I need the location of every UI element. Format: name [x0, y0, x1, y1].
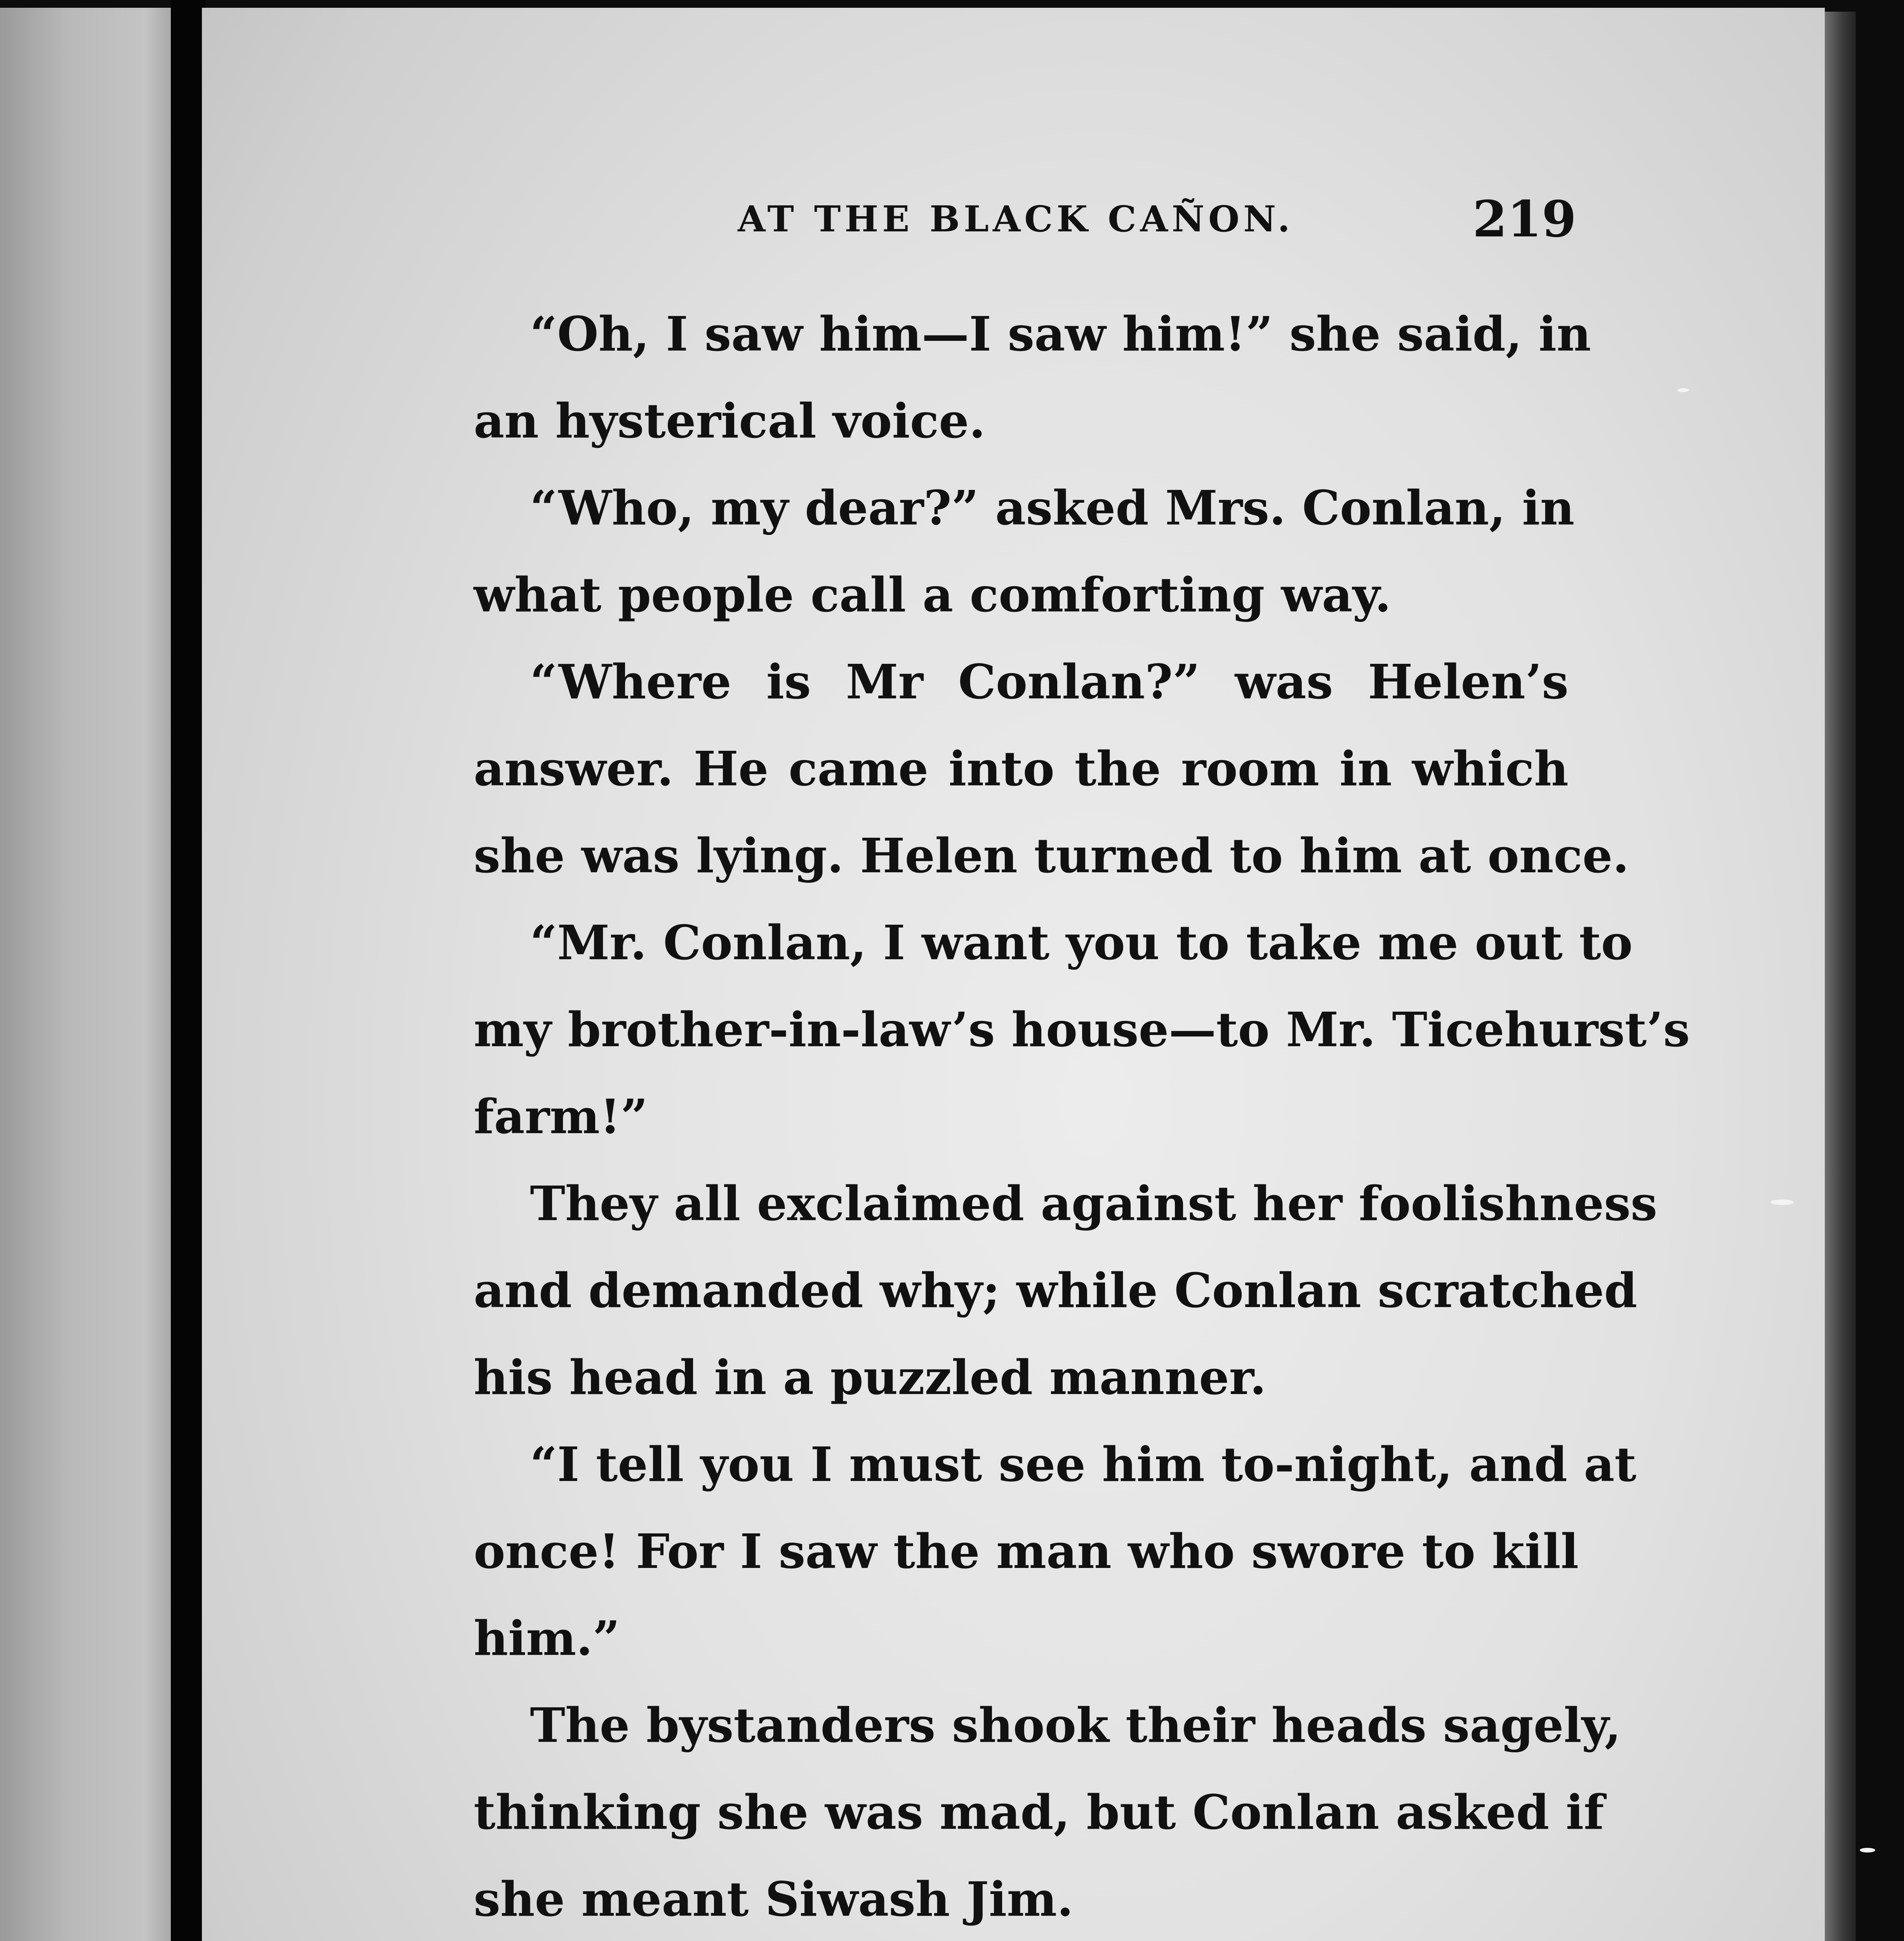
- text-line: once! For I saw the man who swore to kill: [474, 1523, 1579, 1579]
- text-line: an hysterical voice.: [474, 393, 986, 449]
- text-line: “Oh, I saw him—I saw him!” she said, in: [530, 306, 1591, 362]
- text-line: and demanded why; while Conlan scratched: [474, 1262, 1637, 1318]
- scan-speck: [1860, 1848, 1875, 1852]
- running-head: AT THE BLACK CAÑON.: [738, 198, 1294, 240]
- text-line: my brother-in-law’s house—to Mr. Ticehurst’s: [474, 1002, 1690, 1057]
- text-line: “Who, my dear?” asked Mrs. Conlan, in: [530, 480, 1575, 536]
- text-line: The bystanders shook their heads sagely,: [530, 1697, 1621, 1753]
- text-line: “I tell you I must see him to-night, and at: [530, 1436, 1636, 1492]
- facing-page-edge: [0, 8, 171, 1941]
- text-line: “Where is Mr Conlan?” was Helen’s: [530, 654, 1569, 710]
- page-number: 219: [1472, 190, 1576, 248]
- text-line: his head in a puzzled manner.: [474, 1349, 1266, 1405]
- page-header: [474, 190, 1576, 248]
- text-line: They all exclaimed against her foolishness: [530, 1175, 1657, 1231]
- text-line: she was lying. Helen turned to him at once.: [474, 828, 1629, 884]
- text-line: she meant Siwash Jim.: [474, 1871, 1074, 1927]
- text-line: answer. He came into the room in which: [474, 741, 1569, 797]
- body-text: [474, 290, 1690, 1941]
- text-line: thinking she was mad, but Conlan asked if: [474, 1784, 1604, 1840]
- text-line: him.”: [474, 1610, 620, 1666]
- text-line: “Mr. Conlan, I want you to take me out to: [530, 915, 1633, 970]
- scan-speck: [1770, 1200, 1794, 1205]
- book-gutter: [171, 0, 206, 1941]
- scan-speck: [1677, 388, 1689, 392]
- text-line: what people call a comforting way.: [474, 567, 1392, 623]
- page-edge-shadow: [1825, 12, 1856, 1941]
- text-line: farm!”: [474, 1089, 648, 1144]
